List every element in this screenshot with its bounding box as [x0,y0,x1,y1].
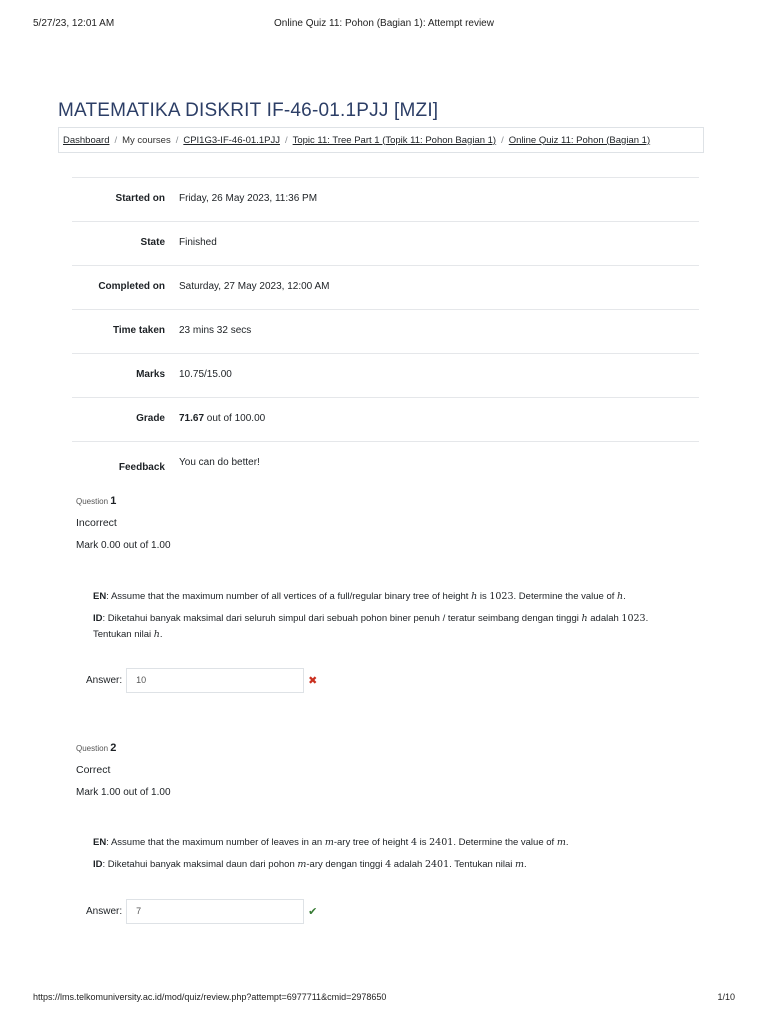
math-var: m [324,837,334,848]
question-number [76,742,696,754]
summary-row-feedback [72,441,699,485]
question-2-text [93,835,678,879]
summary-row-completed-on [72,265,699,309]
question-mark: Mark 0.00 out of 1.00 [76,540,171,551]
lang-tag: EN [93,591,107,602]
text-part: . Determine the value of [513,591,618,602]
question-text-id [93,611,678,643]
summary-label: Time taken [112,325,165,336]
question-mark: Mark 1.00 out of 1.00 [76,787,171,798]
breadcrumb-separator: / [175,134,179,146]
summary-row-started-on [72,177,699,221]
summary-value: Friday, 26 May 2023, 11:36 PM [179,193,318,204]
grade-out-of: out of 100.00 [204,413,266,424]
page-title: MATEMATIKA DISKRIT IF-46-01.1PJJ [MZI] [58,100,439,121]
summary-label: Feedback [118,462,165,473]
summary-value: Finished [179,237,217,248]
text-part: -ary tree of height [333,837,411,848]
math-var: h [153,629,160,640]
text-part: : Diketahui banyak maksimal daun dari pohon [102,859,298,870]
summary-value: 10.75/15.00 [179,369,232,380]
text-part: . [565,837,569,848]
question-number-value: 2 [110,742,117,754]
math-num: 2401 [429,837,454,848]
breadcrumb-separator: / [284,134,288,146]
answer-input[interactable]: 10 [126,668,304,693]
print-page-title: Online Quiz 11: Pohon (Bagian 1): Attempt review [274,18,494,29]
print-datetime: 5/27/23, 12:01 AM [33,18,115,29]
math-var: m [556,837,566,848]
lang-tag: ID [93,859,103,870]
question-text-id [93,857,678,873]
text-part: . [623,591,626,602]
question-1 [76,495,696,551]
text-part: adalah [391,859,425,870]
text-part: is [416,837,430,848]
breadcrumb-dashboard[interactable]: Dashboard [63,134,110,146]
attempt-summary-table [72,177,699,485]
correct-check-icon: ✔ [308,906,318,918]
question-state: Incorrect [76,517,117,529]
question-number-value: 1 [110,495,117,507]
answer-label: Answer: [86,675,123,686]
text-part: : Assume that the maximum number of leaves in an [106,837,325,848]
text-part: : Assume that the maximum number of all vertices of a full/regular binary tree of height [106,591,472,602]
breadcrumb-separator: / [114,134,118,146]
question-2-answer [86,899,317,924]
text-part: . Tentukan nilai [449,859,515,870]
question-prefix: Question [76,744,111,753]
question-number [76,495,696,507]
math-num: 4 [410,837,417,848]
breadcrumb-topic[interactable]: Topic 11: Tree Part 1 (Topik 11: Pohon Bagian 1) [292,134,497,146]
question-2 [76,742,696,798]
question-text-en [93,589,678,605]
question-prefix: Question [76,497,111,506]
grade-score: 71.67 [179,413,205,424]
summary-row-grade [72,397,699,441]
lang-tag: ID [93,613,103,624]
text-part: : Diketahui banyak maksimal dari seluruh simpul dari sebuah pohon biner penuh / teratur seimbang dengan tinggi [102,613,582,624]
breadcrumb-my-courses: My courses [122,134,171,146]
print-page-number: 1/10 [717,992,735,1002]
text-part: is [477,591,490,602]
math-var: m [514,859,524,870]
question-1-text [93,589,678,649]
math-var: h [617,591,624,602]
answer-input[interactable]: 7 [126,899,304,924]
summary-label: Completed on [98,281,165,292]
summary-row-state [72,221,699,265]
math-var: h [471,591,478,602]
text-part: . [159,629,163,640]
text-part: . Determine the value of [453,837,557,848]
math-num: 1023 [621,613,646,624]
breadcrumb-course[interactable]: CPI1G3-IF-46-01.1PJJ [183,134,280,146]
math-num: 2401 [424,859,450,870]
text-part: adalah [587,613,622,624]
incorrect-icon: ✖ [308,675,318,687]
question-state: Correct [76,764,111,776]
math-num: 4 [385,859,392,870]
summary-label: Marks [136,369,165,380]
math-var: h [581,613,588,624]
summary-value: You can do better! [179,457,260,468]
question-1-answer [86,668,317,693]
math-num: 1023 [489,591,514,602]
text-part: . [524,859,527,870]
summary-label: Started on [115,193,165,204]
summary-row-marks [72,353,699,397]
print-url: https://lms.telkomuniversity.ac.id/mod/quiz/review.php?attempt=6977711&cmid=2978650 [33,992,387,1002]
math-var: m [297,859,307,870]
lang-tag: EN [93,837,107,848]
breadcrumb-quiz[interactable]: Online Quiz 11: Pohon (Bagian 1) [508,134,651,146]
summary-label: Grade [136,413,165,424]
summary-value: 23 mins 32 secs [179,325,252,336]
breadcrumb-separator: / [501,134,504,146]
question-text-en [93,835,678,851]
summary-value: Saturday, 27 May 2023, 12:00 AM [179,281,330,292]
summary-value [179,413,265,424]
text-part: . Tentukan nilai [93,613,649,640]
answer-label: Answer: [86,906,123,917]
text-part: -ary dengan tinggi [306,859,386,870]
summary-row-time-taken [72,309,699,353]
summary-label: State [140,237,165,248]
breadcrumb [58,127,704,153]
